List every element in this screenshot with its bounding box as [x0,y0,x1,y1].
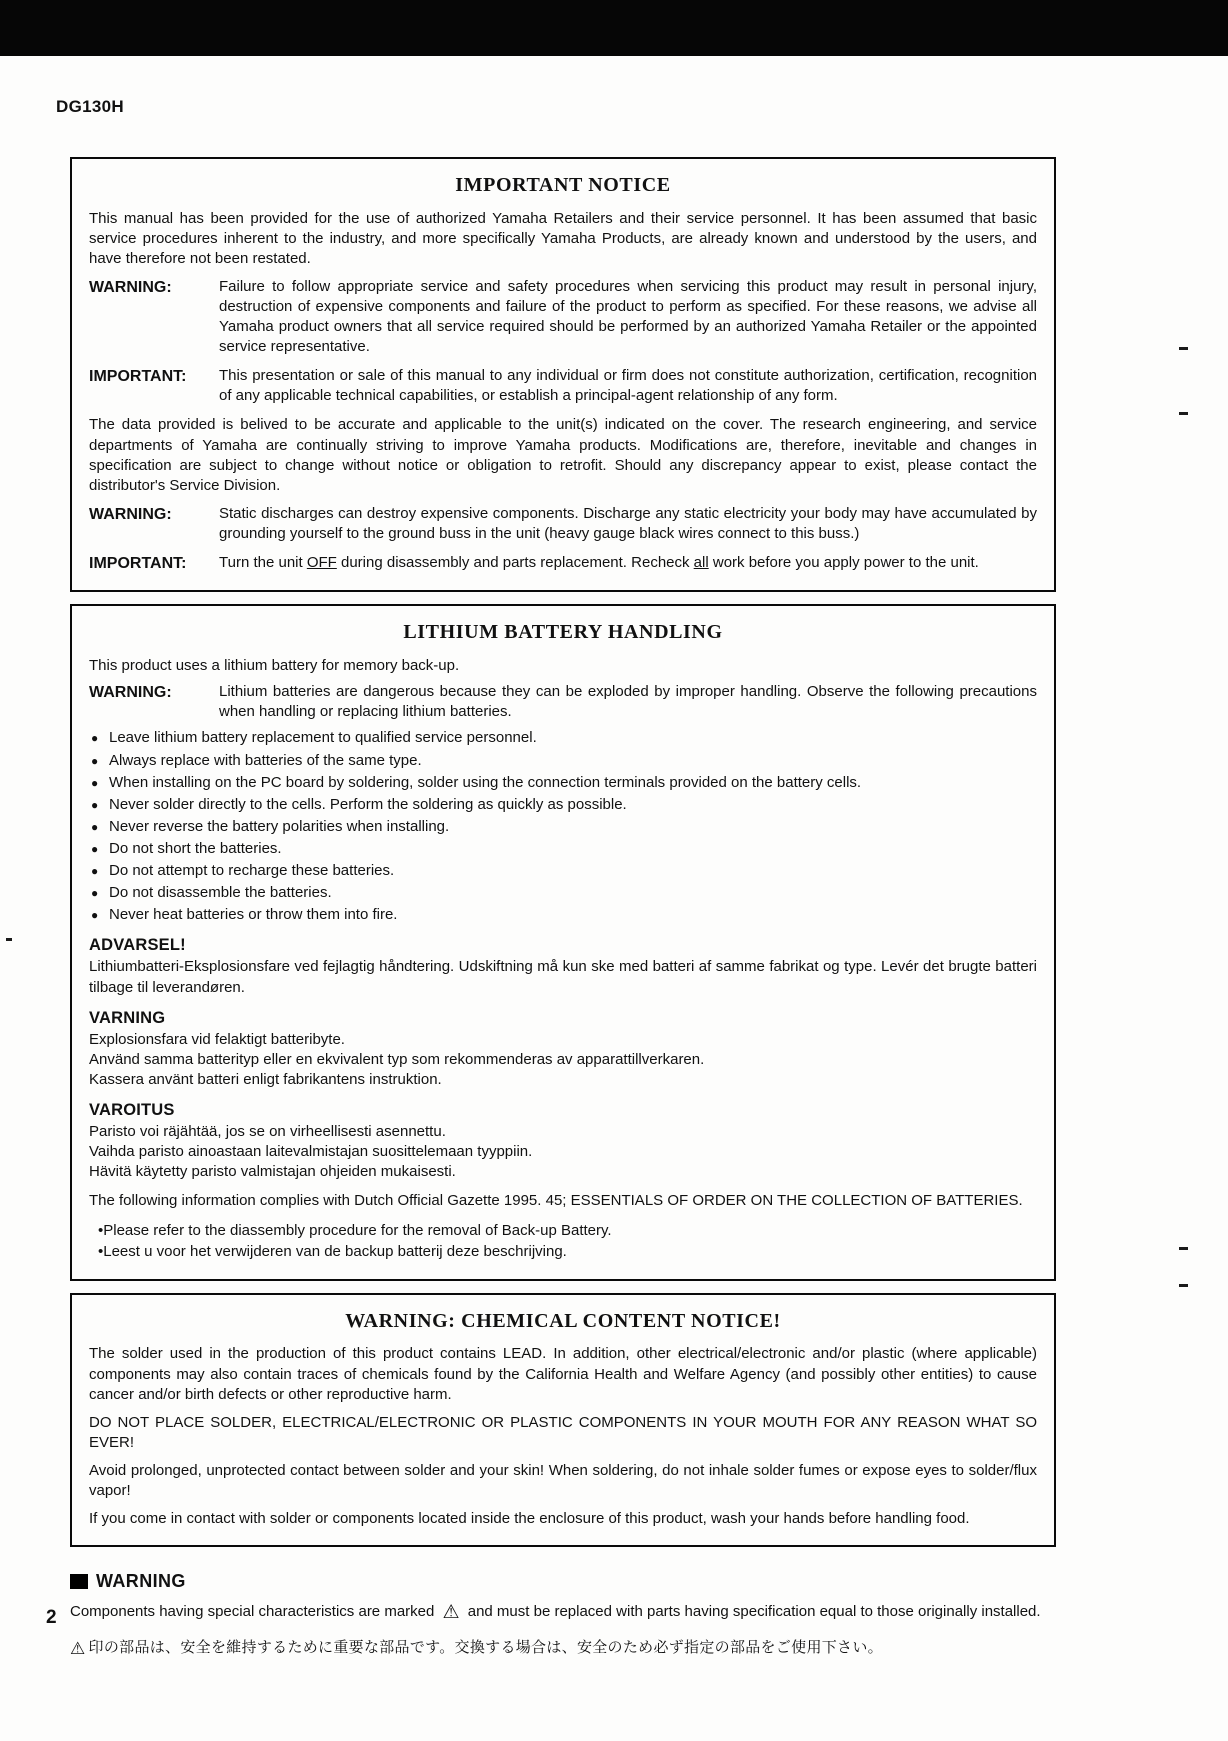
data-paragraph: The data provided is belived to be accurate and applicable to the unit(s) indicated on the cover. The research engineering, and service departments of Yamaha are continually striving to improve Yamaha products. Modifications are, therefore, inevitable and changes in specification are subject to change without notice or obligation to retrofit. Should any discrepancy appear to exist, please contact the distributor's Service Division. [89,416,1037,494]
important-text-part: during disassembly and parts replacement. Recheck [336,553,694,571]
list-item-text: Do not short the batteries. [109,839,282,857]
list-item [91,751,1037,771]
chemical-paragraph: The solder used in the production of this product contains LEAD. In addition, other electrical/electronic and/or plastic (where applicable) components may also contain traces of chemicals found by the California Health and Welfare Agency (and possibly other entities) to cause cancer and/or birth defects or other reproductive harm. [89,1345,1037,1403]
list-item-text: Never reverse the battery polarities when installing. [109,817,450,835]
chemical-notice-box [70,1293,1056,1548]
japanese-note [70,1638,1056,1658]
bullet-icon: ● [91,841,99,856]
advarsel-section [89,934,1037,997]
important-text [219,553,1037,574]
bullet-icon: ● [91,864,99,879]
scan-artifact [6,938,12,941]
list-item [91,883,1037,903]
precaution-list [91,728,1037,925]
warning-triangle-icon: ⚠ [442,1602,460,1624]
list-item-text: Leave lithium battery replacement to qualified service personnel. [109,729,537,747]
important-text-part: Turn the unit [219,553,307,571]
bottom-warning-text [70,1601,1056,1622]
lithium-intro: This product uses a lithium battery for memory back-up. [89,657,460,675]
bullet-icon: ● [91,908,99,923]
scan-artifact [1179,347,1188,350]
bottom-warning-title: WARNING [96,1571,186,1592]
varoitus-section [89,1099,1037,1182]
list-item [91,861,1037,881]
important-text: This presentation or sale of this manual to any individual or firm does not constitute authorization, certification, recognition of any applicable technical capabilities, or establish a principal-agent relationship of any form. [219,367,1037,405]
important-text-part: work before you apply power to the unit. [708,553,979,571]
scan-artifact [1179,1284,1188,1287]
scan-artifact [1179,1247,1188,1250]
list-item-text: Always replace with batteries of the same type. [109,751,422,769]
list-item-text: Do not attempt to recharge these batteries. [109,862,395,880]
black-square-icon [70,1574,88,1589]
important-row [89,553,1037,574]
varning-section [89,1007,1037,1090]
chemical-paragraph: DO NOT PLACE SOLDER, ELECTRICAL/ELECTRONIC OR PLASTIC COMPONENTS IN YOUR MOUTH FOR ANY REASON WHAT SO EVER! [89,1413,1037,1451]
japanese-note-text: 印の部品は、安全を維持するために重要な部品です。交換する場合は、安全のため必ず指定の部品をご使用下さい。 [88,1639,883,1657]
chemical-paragraph: Avoid prolonged, unprotected contact between solder and your skin! When soldering, do not inhale solder fumes or expose eyes to solder/flux vapor! [89,1461,1037,1500]
bullet-icon: ● [91,753,99,768]
warning-triangle-icon: ⚠ [70,1639,86,1659]
page-content [56,96,1062,1659]
warning-row [89,682,1037,722]
warning-text: Static discharges can destroy expensive components. Discharge any static electricity your body may have accumulated by grounding yourself to the ground buss in the unit (heavy gauge black wires connect to this buss.) [219,504,1037,542]
dutch-gazette-paragraph: The following information complies with Dutch Official Gazette 1995. 45; ESSENTIALS OF ORDER ON THE COLLECTION OF BATTERIES. [89,1192,1023,1210]
varoitus-heading: VAROITUS [89,1101,175,1120]
list-item [91,728,1037,748]
bullet-icon: ● [91,797,99,812]
list-item [91,839,1037,859]
varning-line: Explosionsfara vid felaktigt batteribyte. [89,1030,345,1048]
important-notice-intro: This manual has been provided for the use of authorized Yamaha Retailers and their service personnel. It has been assumed that basic service procedures inherent to the industry, and more specifically Yamaha Products, are already known and understood by the users, and have therefore not been restated. [89,209,1037,267]
bullet-icon: ● [91,775,99,790]
list-item [91,905,1037,925]
model-code: DG130H [56,97,124,116]
warning-label: WARNING: [89,505,172,523]
advarsel-heading: ADVARSEL! [89,936,186,955]
varoitus-line: Vaihda paristo ainoastaan laitevalmistajan suosittelemaan tyyppiin. [89,1143,533,1161]
warning-text: Lithium batteries are dangerous because they can be exploded by improper handling. Observe the following precautions when handling or replacing lithium batteries. [219,683,1037,721]
varning-heading: VARNING [89,1008,166,1027]
warning-row [89,277,1037,357]
list-item [91,817,1037,837]
important-notice-box [70,157,1056,593]
bottom-warning-section [70,1569,1056,1658]
important-row [89,366,1037,406]
bullet-icon: ● [91,886,99,901]
list-item-text: Never heat batteries or throw them into fire. [109,906,398,924]
list-item-text: When installing on the PC board by soldering, solder using the connection terminals provided on the battery cells. [109,773,862,791]
important-label: IMPORTANT: [89,368,187,386]
list-item [91,773,1037,793]
varning-line: Använd samma batterityp eller en ekvivalent typ som rekommenderas av apparattillverkaren. [89,1050,705,1068]
warning-row [89,504,1037,544]
scan-artifact [1179,412,1188,415]
bottom-warning-heading [70,1569,1056,1593]
bullet-icon: ● [91,819,99,834]
chemical-notice-title: WARNING: CHEMICAL CONTENT NOTICE! [345,1309,781,1332]
warning-text-part: Components having special characteristics are marked [70,1603,439,1621]
important-notice-title: IMPORTANT NOTICE [455,173,671,196]
chemical-paragraph: If you come in contact with solder or components located inside the enclosure of this product, wash your hands before handling food. [89,1510,970,1528]
varning-line: Kassera använt batteri enligt fabrikantens instruktion. [89,1070,442,1088]
warning-label: WARNING: [89,684,172,702]
list-item [91,795,1037,815]
warning-label: WARNING: [89,278,172,296]
list-item-text: Never solder directly to the cells. Perform the soldering as quickly as possible. [109,795,627,813]
scan-top-bar [0,0,1228,56]
note-line: •Please refer to the diassembly procedure for the removal of Back-up Battery. [98,1221,612,1239]
lithium-battery-title: LITHIUM BATTERY HANDLING [403,621,723,644]
lithium-battery-box [70,604,1056,1280]
varoitus-line: Paristo voi räjähtää, jos se on virheellisesti asennettu. [89,1123,446,1141]
notice-boxes [70,157,1056,1547]
underlined-off: OFF [306,553,337,571]
bullet-icon: ● [91,731,99,746]
warning-text-part: and must be replaced with parts having specification equal to those originally installed. [463,1603,1041,1621]
page-number: 2 [46,1607,57,1628]
warning-text: Failure to follow appropriate service and safety procedures when servicing this product may result in personal injury, destruction of expensive components and failure of the product to perform as specified. For these reasons, we advise all Yamaha product owners that all service required should be performed by an authorized Yamaha Retailer or the appointed service representative. [219,277,1037,356]
varoitus-line: Hävitä käytetty paristo valmistajan ohjeiden mukaisesti. [89,1163,456,1181]
list-item-text: Do not disassemble the batteries. [109,884,332,902]
advarsel-text: Lithiumbatteri-Eksplosionsfare ved fejlagtig håndtering. Udskiftning må kun ske med batteri af samme fabrikat og type. Levér det brugte batteri tilbage til leverandøren. [89,958,1037,996]
note-line: •Leest u voor het verwijderen van de backup batterij deze beschrijving. [98,1242,567,1260]
important-label: IMPORTANT: [89,554,187,572]
underlined-all: all [693,553,709,571]
